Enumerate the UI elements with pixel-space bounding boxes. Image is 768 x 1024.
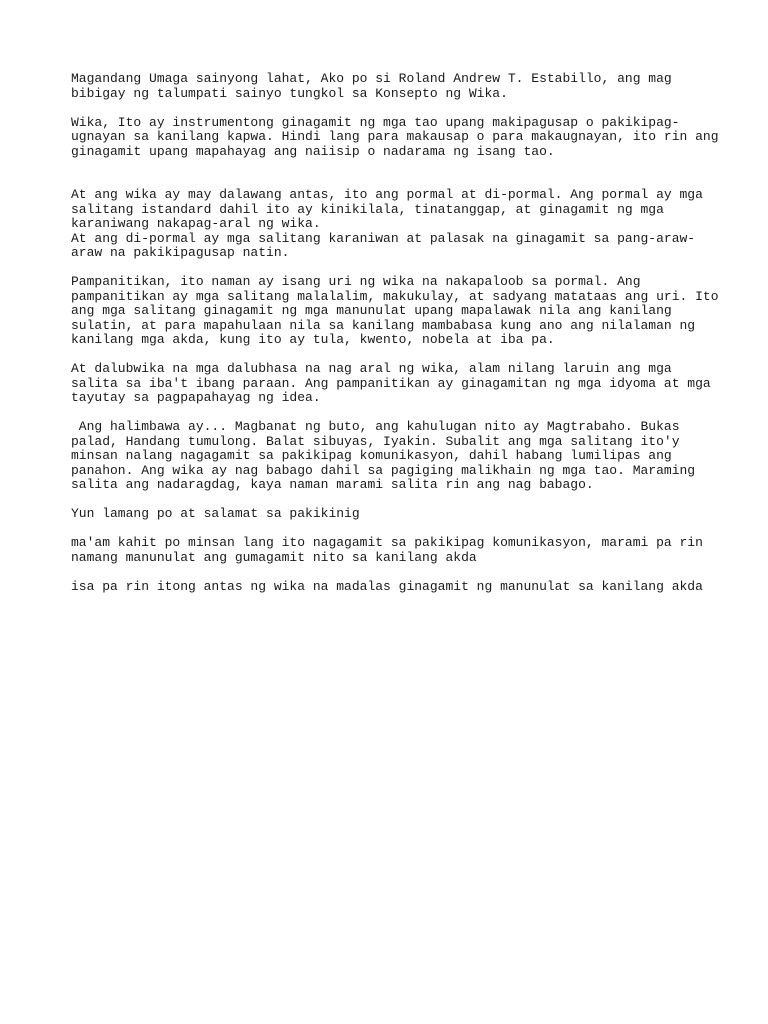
paragraph-spacer bbox=[71, 406, 711, 421]
paragraph-comment-2: isa pa rin itong antas ng wika na madalas ginagamit ng manunulat sa kanilang akda bbox=[71, 578, 703, 594]
paragraph-pampanitikan: Pampanitikan, ito naman ay isang uri ng wika na nakapaloob sa pormal. Ang pampanitikan ay mga salitang malalalim, makukulay, at sadyang matataas ang uri. Ito ang mga salitang ginagamit ng mga manunulat upang mapalawak nila ang kanilang sulatin, at para mapahulaan nila sa kanilang mambabasa kung ano ang nilalaman ng kanilang mga akda, kung ito ay tula, kwento, nobela at iba pa. bbox=[71, 274, 719, 347]
paragraph-closing: Yun lamang po at salamat sa pakikinig bbox=[71, 506, 360, 521]
paragraph-spacer bbox=[71, 493, 711, 508]
paragraph-spacer bbox=[71, 159, 711, 188]
paragraph-wika-definition: Wika, Ito ay instrumentong ginagamit ng mga tao upang makipagusap o pakikipag- ugnayan sa kanilang kapwa. Hindi lang para makausap o para makaugnayan, ito rin ang ginagamit upang mapahayag ang naiisip o nadarama ng isang tao. bbox=[71, 114, 719, 159]
paragraph-comment-1: ma'am kahit po minsan lang ito nagagamit sa pakikipag komunikasyon, marami pa rin namang manunulat ang gumagamit nito sa kanilang akda bbox=[71, 535, 703, 565]
document-body bbox=[71, 71, 719, 594]
paragraph-spacer bbox=[71, 522, 711, 537]
paragraph-antas: At ang wika ay may dalawang antas, ito ang pormal at di-pormal. Ang pormal ay mga salitang istandard dahil ito ay kinikilala, tinatanggap, at ginagamit ng mga karaniwang nakapag-aral ng wika. At ang di-pormal ay mga salitang karaniwan at palasak na ginagamit sa pang-araw- araw na pakikipagusap natin. bbox=[71, 187, 703, 260]
paragraph-spacer bbox=[71, 348, 711, 363]
paragraph-spacer bbox=[71, 565, 711, 580]
paragraph-dalubwika: At dalubwika na mga dalubhasa na nag aral ng wika, alam nilang laruin ang mga salita sa iba't ibang paraan. Ang pampanitikan ay ginagamitan ng mga idyoma at mga tayutay sa pagpapahayag ng idea. bbox=[71, 361, 711, 405]
paragraph-halimbawa: Ang halimbawa ay... Magbanat ng buto, ang kahulugan nito ay Magtrabaho. Bukas palad, Handang tumulong. Balat sibuyas, Iyakin. Subalit ang mga salitang ito'y minsan nalang nagagamit sa pakikipag komunikasyon, dahil habang lumilipas ang panahon. Ang wika ay nag babago dahil sa pagiging malikhain ng mga tao. Maraming salita ang nadaragdag, kaya naman marami salita rin ang nag babago. bbox=[71, 419, 696, 492]
paragraph-spacer bbox=[71, 101, 711, 116]
paragraph-spacer bbox=[71, 261, 711, 276]
paragraph-greeting: Magandang Umaga sainyong lahat, Ako po si Roland Andrew T. Estabillo, ang mag bibigay ng talumpati sainyo tungkol sa Konsepto ng Wika. bbox=[71, 71, 672, 101]
